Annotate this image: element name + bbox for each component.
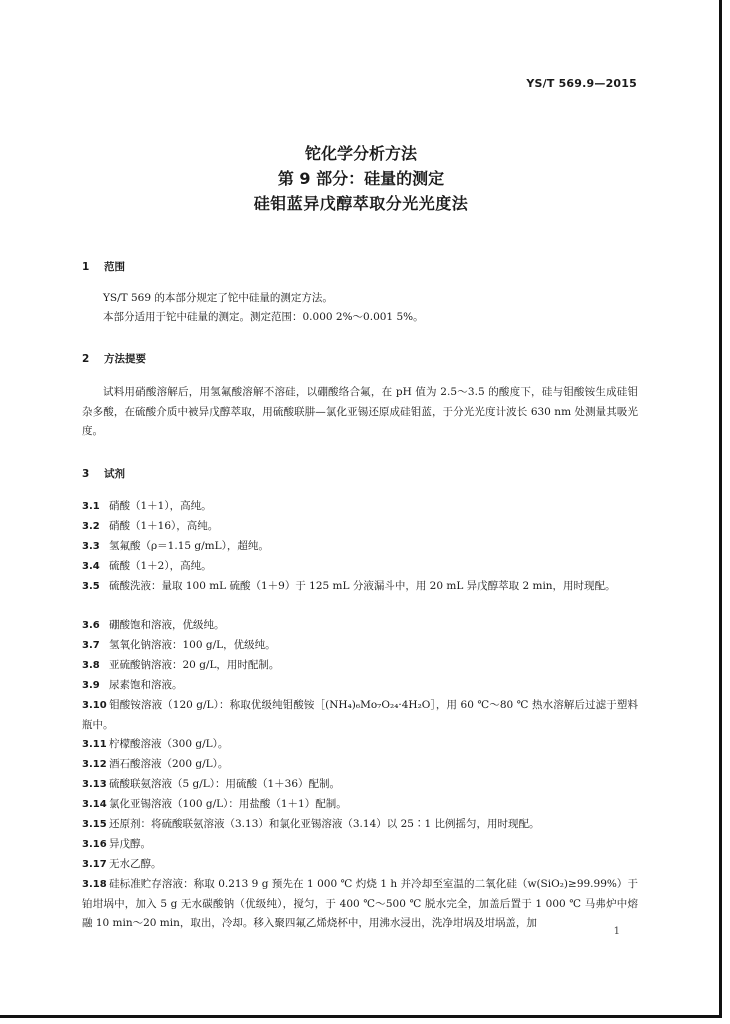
reagent-number: 3.15 [82,819,107,830]
reagent-item [82,696,638,735]
reagent-item [82,577,638,597]
reagent-number: 3.7 [82,640,100,651]
reagent-text: 硅标准贮存溶液：称取 0.213 9 g 预先在 1 000 ℃ 灼烧 1 h 并冷却至室温的二氧化硅（w(SiO₂)≥99.99%）于铂坩埚中，加入 5 g 无水碳酸钠（优级纯），搅匀，于 400 ℃～500 ℃ 脱水完全，加盖后置于 1 000 ℃ 马弗炉中熔融 10 min～20 min，取出，冷却。移入聚四氟乙烯烧杯中，用沸水浸出，洗净坩埚及坩埚盖，加 [82,878,638,929]
reagent-item [82,735,638,755]
reagent-number: 3.13 [82,779,107,790]
reagent-item [82,517,638,537]
reagent-text: 还原剂：将硫酸联氨溶液（3.13）和氯化亚锡溶液（3.14）以 25∶1 比例摇匀，用时现配。 [109,818,540,830]
reagent-text: 硝酸（1＋1），高纯。 [109,500,212,512]
reagent-item [82,636,638,656]
section-title: 方法提要 [104,353,146,365]
reagent-text: 氢氧化钠溶液：100 g/L，优级纯。 [109,639,276,651]
section-number: 2 [82,353,90,365]
section-heading-summary [82,351,146,366]
reagent-item [82,755,638,775]
reagent-text: 硝酸（1＋16），高纯。 [109,520,219,532]
reagent-item [82,795,638,815]
reagent-number: 3.12 [82,759,107,770]
reagent-text: 无水乙醇。 [109,858,162,870]
reagent-number: 3.9 [82,680,100,691]
section-title: 试剂 [104,468,125,480]
reagent-number: 3.8 [82,660,100,671]
scope-paragraph-1: YS/T 569 的本部分规定了铊中硅量的测定方法。 [103,292,333,304]
reagent-item [82,815,638,835]
reagent-item [82,557,638,577]
document-title-line1: 铊化学分析方法 [304,144,417,163]
reagent-text: 硫酸联氨溶液（5 g/L）：用硫酸（1＋36）配制。 [109,778,341,790]
reagent-text: 钼酸铵溶液（120 g/L）：称取优级纯钼酸铵［(NH₄)₆Mo₇O₂₄·4H₂O］，用 60 ℃～80 ℃ 热水溶解后过滤于塑料瓶中。 [82,699,638,731]
page-number: 1 [613,926,620,937]
reagent-number: 3.1 [82,501,100,512]
reagent-number: 3.11 [82,739,107,750]
reagent-number: 3.18 [82,879,107,890]
scope-paragraph-2: 本部分适用于铊中硅量的测定。测定范围：0.000 2%～0.001 5%。 [103,311,424,323]
reagent-text: 氯化亚锡溶液（100 g/L）：用盐酸（1＋1）配制。 [109,798,347,810]
document-title-line2: 第 9 部分：硅量的测定 [277,169,445,188]
reagent-number: 3.10 [82,700,107,711]
section-title: 范围 [104,261,125,273]
reagent-number: 3.4 [82,561,100,572]
reagent-text: 异戊醇。 [109,838,151,850]
reagent-number: 3.16 [82,839,107,850]
reagent-number: 3.2 [82,521,100,532]
reagent-text: 硫酸洗液：量取 100 mL 硫酸（1＋9）于 125 mL 分液漏斗中，用 20 mL 异戊醇萃取 2 min，用时现配。 [109,580,616,592]
document-title-line3: 硅钼蓝异戊醇萃取分光光度法 [253,194,469,213]
reagent-item [82,775,638,795]
reagent-text: 酒石酸溶液（200 g/L）。 [109,758,229,770]
reagent-item [82,497,638,517]
reagent-text: 柠檬酸溶液（300 g/L）。 [109,738,229,750]
section-number: 1 [82,261,90,273]
reagent-text: 氢氟酸（ρ＝1.15 g/mL），超纯。 [109,540,269,552]
reagent-item [82,676,638,696]
reagent-number: 3.3 [82,541,100,552]
reagent-text: 亚硫酸钠溶液：20 g/L，用时配制。 [109,659,280,671]
summary-paragraph: 试料用硝酸溶解后，用氢氟酸溶解不溶硅，以硼酸络合氟，在 pH 值为 2.5～3.5 的酸度下，硅与钼酸铵生成硅钼杂多酸，在硫酸介质中被异戊醇萃取，用硫酸联肼—氯化亚锡还原成硅钼蓝，于分光光度计波长 630 nm 处测量其吸光度。 [82,386,638,437]
reagent-item [82,855,638,875]
reagent-text: 硫酸（1＋2），高纯。 [109,560,212,572]
reagent-item [82,537,638,557]
reagent-item [82,875,638,934]
section-heading-reagents [82,466,125,481]
reagent-item [82,656,638,676]
reagent-text: 尿素饱和溶液。 [109,679,183,691]
standard-number: YS/T 569.9—2015 [526,77,637,90]
section-number: 3 [82,468,90,480]
reagent-item [82,616,638,636]
reagent-number: 3.5 [82,581,100,592]
reagent-number: 3.17 [82,859,107,870]
reagent-text: 硼酸饱和溶液，优级纯。 [109,619,225,631]
section-heading-scope [82,259,125,274]
reagent-number: 3.6 [82,620,100,631]
reagent-item [82,835,638,855]
reagent-number: 3.14 [82,799,107,810]
